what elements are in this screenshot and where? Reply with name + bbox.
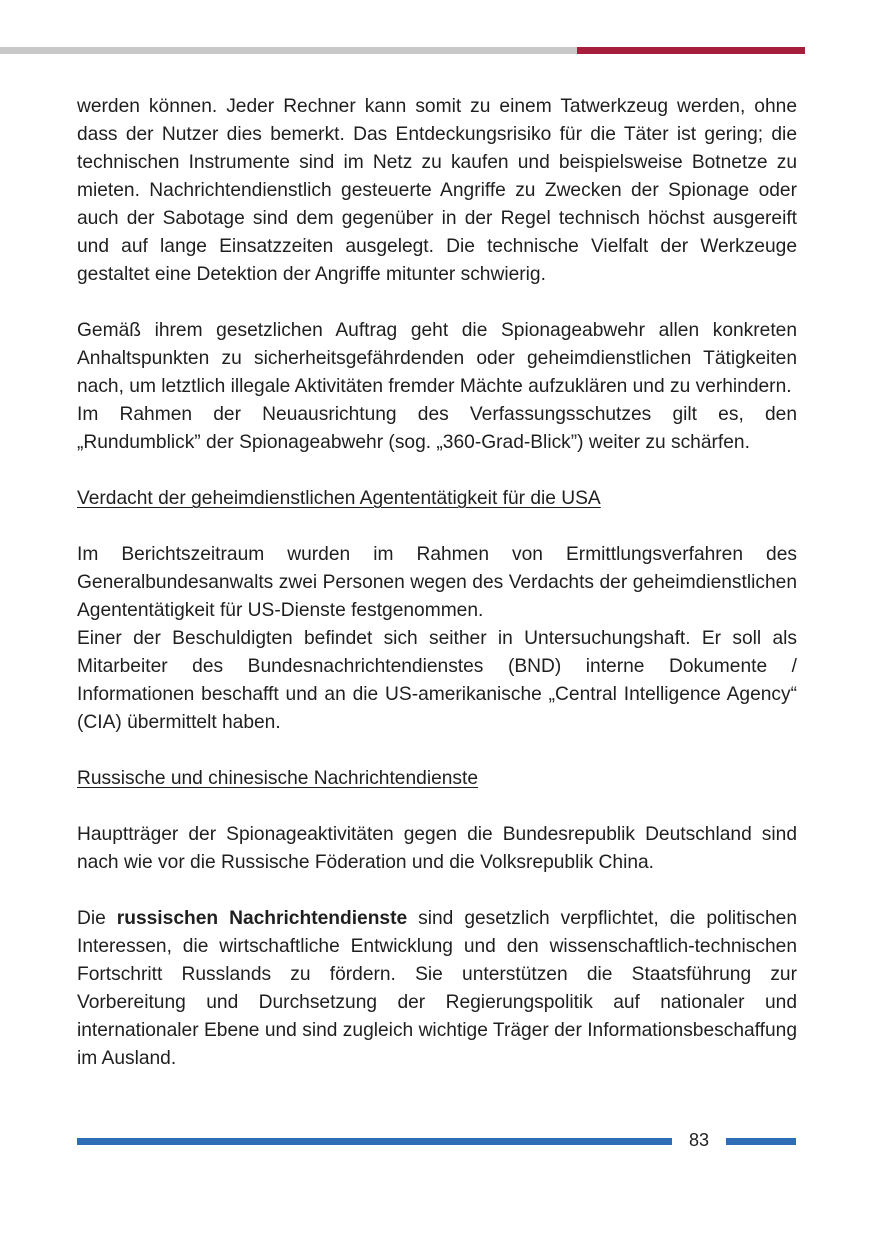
paragraph-main-actors: Hauptträger der Spionageaktivitäten gegen die Bundesrepublik Deutschland sind nach wie vor die Russische Föderation und die Volksrepublik China.: [77, 824, 797, 873]
header-rule-gray: [0, 47, 577, 54]
text-intro: Die: [77, 908, 117, 929]
footer-rule-right: [726, 1138, 796, 1145]
header-rule-accent: [577, 47, 805, 54]
section-heading-usa: Verdacht der geheimdienstlichen Agententätigkeit für die USA: [77, 488, 601, 509]
paragraph-mandate: Gemäß ihrem gesetzlichen Auftrag geht die Spionageabwehr allen konkreten Anhaltspunkten zu sicherheitsgefährdenden oder geheimdienstlichen Tätigkeiten nach, um letztlich illegale Aktivitäten fremder Mächte aufzuklären und zu verhindern.: [77, 320, 797, 397]
paragraph-custody: Einer der Beschuldigten befindet sich seither in Untersuchungshaft. Er soll als Mitarbeiter des Bundesnachrichtendienstes (BND) interne Dokumente / Informationen beschafft und an die US-amerikanische „Central Intelligence Agency“ (CIA) übermittelt haben.: [77, 628, 797, 733]
text-continuation: sind gesetzlich verpflichtet, die politischen Interessen, die wirtschaftliche Entwicklung und den wissenschaftlich-technischen Fortschritt Russlands zu fördern. Sie unterstützen die Staatsführung zur Vorbereitung und Durchsetzung der Regierungspolitik auf nationaler und internationaler Ebene und sind zugleich wichtige Träger der Informationsbeschaffung im Ausland.: [77, 908, 797, 1069]
section-heading-russia-china: Russische und chinesische Nachrichtendienste: [77, 768, 479, 789]
paragraph-arrests: Im Berichtszeitraum wurden im Rahmen von Ermittlungsverfahren des Generalbundesanwalts zwei Personen wegen des Verdachts der geheimdienstlichen Agententätigkeit für US-Dienste festgenommen.: [77, 544, 797, 621]
emphasis-russian-services: russischen Nachrichtendienste: [116, 908, 408, 929]
page-body: [77, 93, 797, 1073]
paragraph-cyber-tools: werden können. Jeder Rechner kann somit zu einem Tatwerkzeug werden, ohne dass der Nutzer dies bemerkt. Das Entdeckungsrisiko für die Täter ist gering; die technischen Instrumente sind im Netz zu kaufen und beispielsweise Botnetze zu mieten. Nachrichtendienstlich gesteuerte Angriffe zu Zwecken der Spionage oder auch der Sabotage sind dem gegenüber in der Regel technisch höchst ausgereift und auf lange Einsatzzeiten ausgelegt. Die technische Vielfalt der Werkzeuge gestaltet eine Detektion der Angriffe mitunter schwierig.: [77, 96, 797, 285]
page-number: 83: [688, 1130, 710, 1150]
paragraph-reorientation: Im Rahmen der Neuausrichtung des Verfassungsschutzes gilt es, den „Rundumblick” der Spionageabwehr (sog. „360-Grad-Blick”) weiter zu schärfen.: [77, 404, 797, 453]
footer-rule-left: [77, 1138, 672, 1145]
paragraph-russian-services: [77, 905, 797, 1073]
